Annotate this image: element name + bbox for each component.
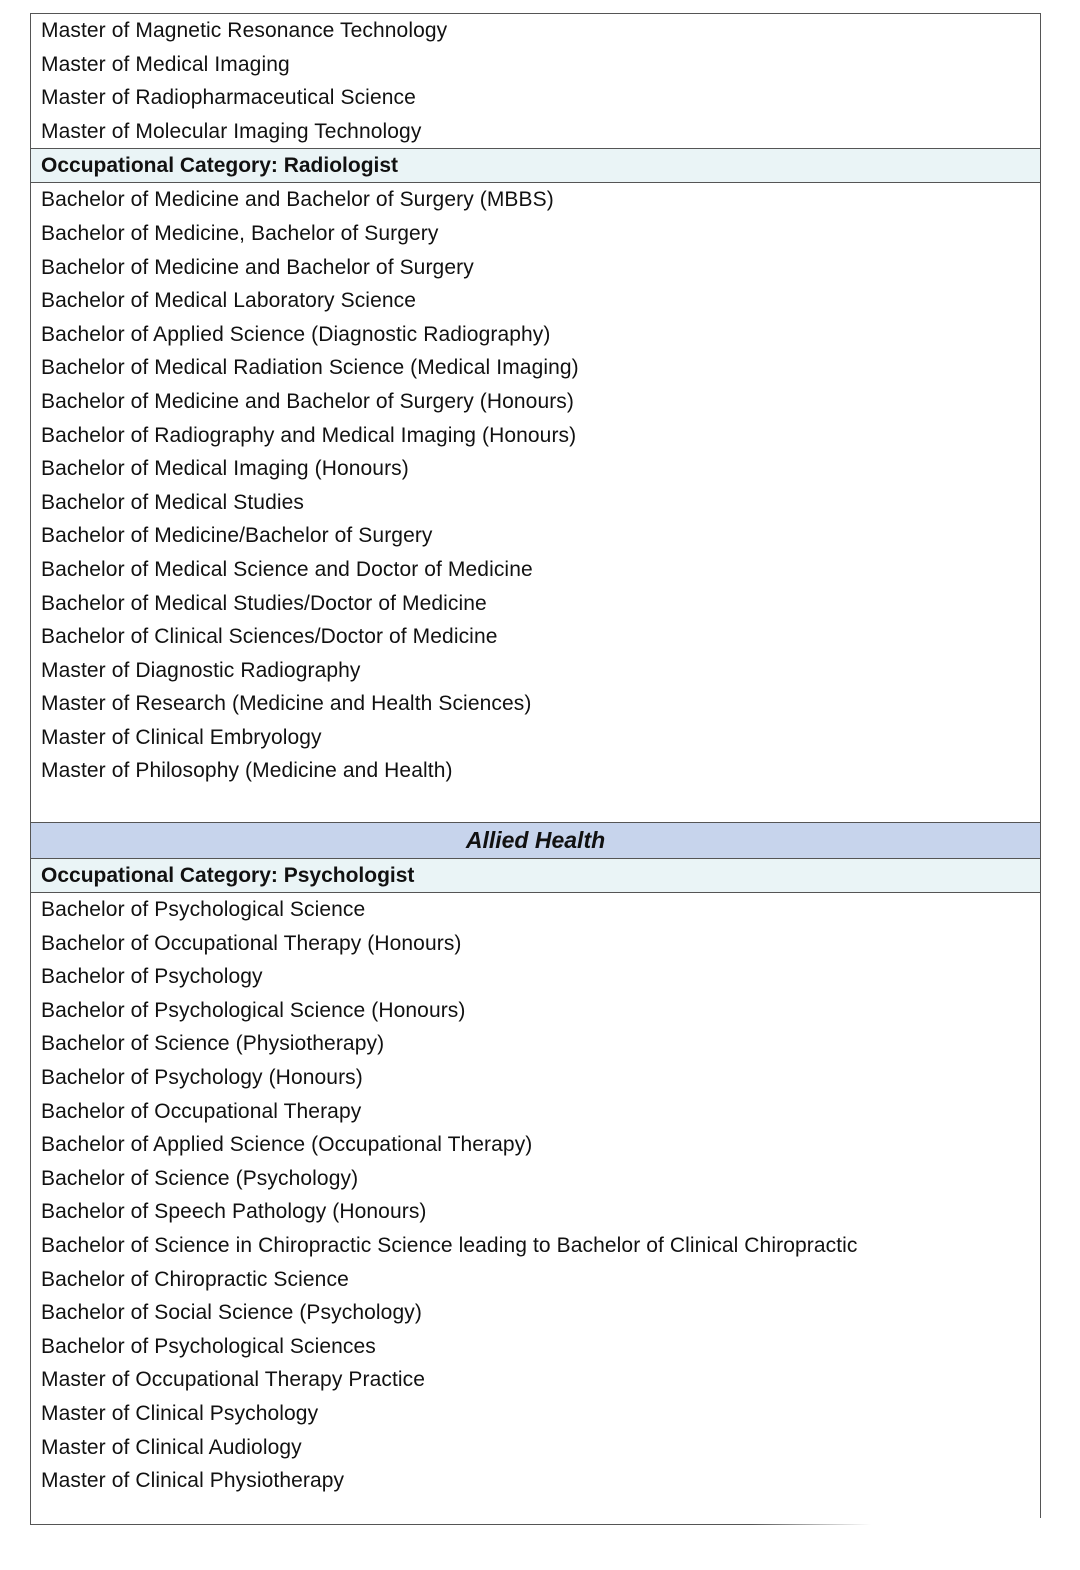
list-item: Bachelor of Medical Radiation Science (Medical Imaging) bbox=[41, 356, 579, 380]
list-psychologist bbox=[31, 893, 1040, 1498]
list-item: Master of Occupational Therapy Practice bbox=[41, 1368, 426, 1392]
list-radiologist bbox=[31, 183, 1040, 788]
list-item: Bachelor of Psychology bbox=[41, 965, 263, 989]
list-item: Bachelor of Applied Science (Diagnostic Radiography) bbox=[41, 322, 551, 346]
list-item: Master of Clinical Embryology bbox=[41, 725, 322, 749]
list-item: Bachelor of Clinical Sciences/Doctor of Medicine bbox=[41, 625, 498, 649]
list-item: Bachelor of Medicine and Bachelor of Surgery bbox=[41, 255, 474, 279]
list-item: Bachelor of Radiography and Medical Imaging (Honours) bbox=[41, 423, 577, 447]
list-item: Master of Research (Medicine and Health Sciences) bbox=[41, 692, 532, 716]
list-item: Master of Clinical Physiotherapy bbox=[41, 1469, 345, 1493]
list-item: Bachelor of Science (Psychology) bbox=[41, 1166, 359, 1190]
list-item: Bachelor of Medicine and Bachelor of Surgery (MBBS) bbox=[41, 188, 554, 212]
spacer bbox=[31, 788, 1040, 822]
list-item: Bachelor of Medicine/Bachelor of Surgery bbox=[41, 524, 433, 548]
list-item: Bachelor of Applied Science (Occupational Therapy) bbox=[41, 1133, 533, 1157]
list-item: Master of Radiopharmaceutical Science bbox=[41, 86, 416, 110]
list-item: Bachelor of Medical Imaging (Honours) bbox=[41, 457, 409, 481]
category-header-psychologist: Occupational Category: Psychologist bbox=[31, 859, 1040, 893]
list-item: Bachelor of Science (Physiotherapy) bbox=[41, 1032, 385, 1056]
list-item: Bachelor of Psychological Science (Honours) bbox=[41, 998, 466, 1022]
list-item: Bachelor of Medicine, Bachelor of Surgery bbox=[41, 221, 439, 245]
list-item: Bachelor of Science in Chiropractic Science leading to Bachelor of Clinical Chiropractic bbox=[41, 1234, 858, 1257]
list-item: Master of Medical Imaging bbox=[41, 52, 290, 76]
list-item: Bachelor of Medical Studies bbox=[41, 490, 305, 514]
list-item: Bachelor of Social Science (Psychology) bbox=[41, 1301, 422, 1325]
list-item: Bachelor of Medical Laboratory Science bbox=[41, 289, 417, 313]
list-item: Bachelor of Chiropractic Science bbox=[41, 1267, 349, 1291]
list-item: Bachelor of Psychological Science bbox=[41, 898, 366, 922]
list-item: Bachelor of Speech Pathology (Honours) bbox=[41, 1200, 427, 1224]
table-body bbox=[31, 14, 1040, 1498]
border-fade bbox=[751, 1518, 1051, 1526]
list-item: Master of Clinical Psychology bbox=[41, 1401, 319, 1425]
list-item: Master of Molecular Imaging Technology bbox=[41, 119, 422, 143]
list-item: Bachelor of Occupational Therapy bbox=[41, 1099, 362, 1123]
list-top bbox=[31, 14, 1040, 148]
list-item: Master of Clinical Audiology bbox=[41, 1435, 302, 1459]
list-item: Master of Magnetic Resonance Technology bbox=[41, 19, 448, 42]
qualification-table bbox=[30, 13, 1041, 1525]
list-item: Bachelor of Medical Studies/Doctor of Medicine bbox=[41, 591, 487, 615]
section-header-allied-health: Allied Health bbox=[31, 822, 1040, 859]
category-header-radiologist: Occupational Category: Radiologist bbox=[31, 148, 1040, 183]
list-item: Bachelor of Medical Science and Doctor of Medicine bbox=[41, 557, 533, 581]
list-item: Master of Philosophy (Medicine and Health) bbox=[41, 759, 453, 783]
list-item: Bachelor of Occupational Therapy (Honours) bbox=[41, 931, 462, 955]
list-item: Master of Diagnostic Radiography bbox=[41, 658, 361, 682]
list-item: Bachelor of Psychology (Honours) bbox=[41, 1066, 363, 1090]
list-item: Bachelor of Psychological Sciences bbox=[41, 1334, 376, 1358]
list-item: Bachelor of Medicine and Bachelor of Surgery (Honours) bbox=[41, 389, 575, 413]
